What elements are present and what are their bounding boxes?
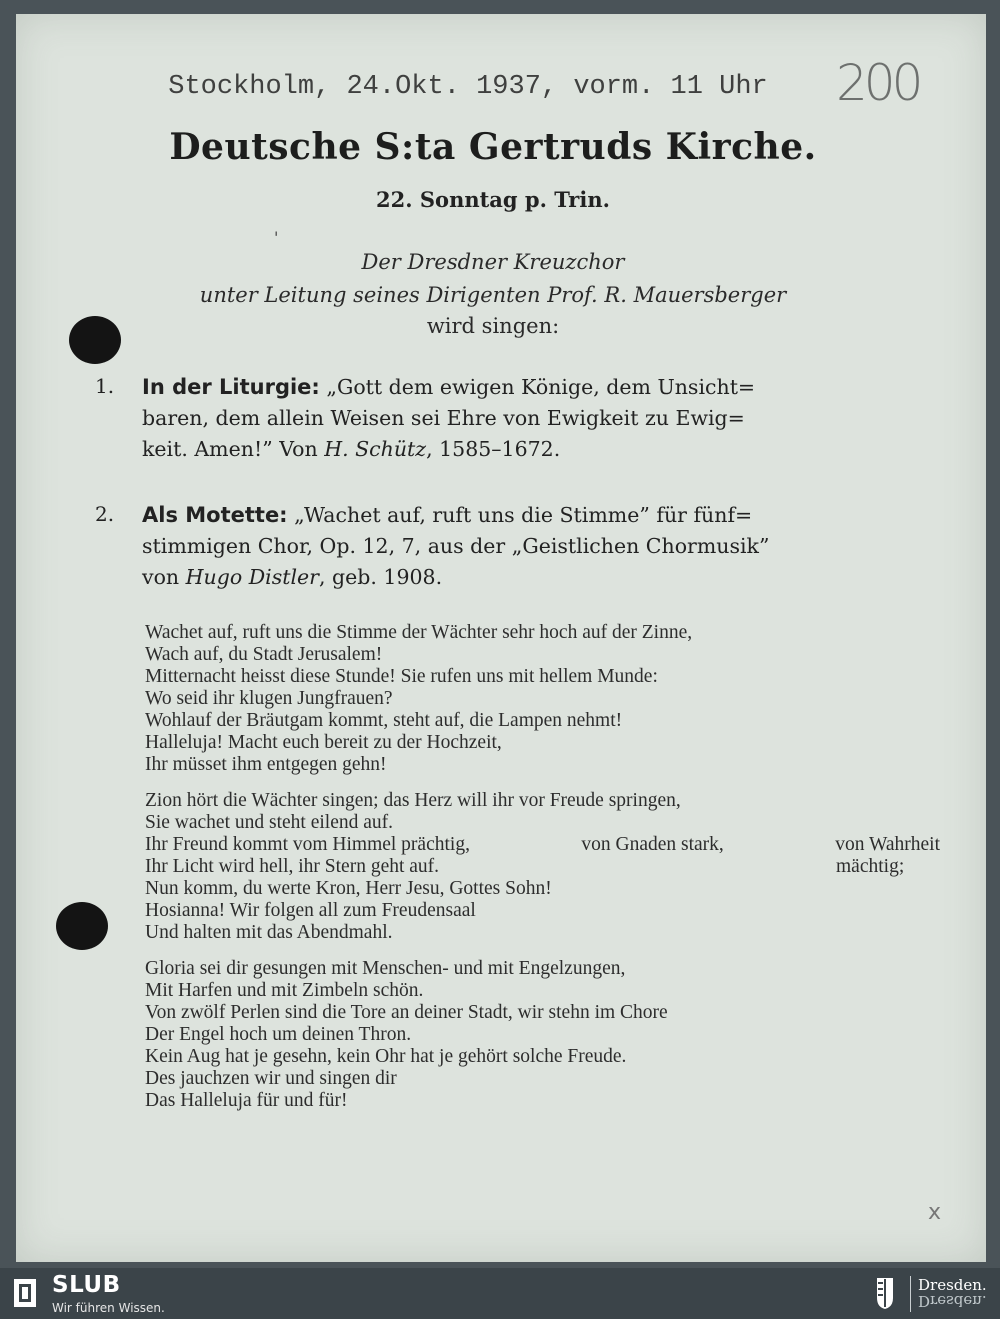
- program-item-liturgy: [142, 372, 942, 465]
- lyric-line: Wohlauf der Bräutgam kommt, steht auf, die Lampen nehmt!: [145, 710, 623, 731]
- stanza-2: [145, 790, 975, 944]
- dresden-wordmark[interactable]: Dresden.: [918, 1276, 987, 1294]
- item-heading: Als Motette:: [142, 503, 288, 527]
- composer: H. Schütz: [324, 437, 427, 461]
- handwritten-page-number: 200: [836, 54, 920, 112]
- lyric-line: Wach auf, du Stadt Jerusalem!: [145, 644, 383, 665]
- dateline: Stockholm, 24.Okt. 1937, vorm. 11 Uhr: [168, 72, 768, 102]
- lyric-fragment: Ihr Freund kommt vom Himmel prächtig,: [145, 834, 470, 855]
- lyric-line: Von zwölf Perlen sind die Tore an deiner Stadt, wir stehn im Chore: [145, 1002, 668, 1023]
- item-text: stimmigen Chor, Op. 12, 7, aus der „Geistlichen Chormusik”: [142, 534, 770, 558]
- footer-divider: [910, 1276, 911, 1312]
- slub-brand[interactable]: SLUB: [52, 1272, 121, 1298]
- lyric-line: Wo seid ihr klugen Jungfrauen?: [145, 688, 393, 709]
- lyric-fragment: von Gnaden stark,: [581, 834, 724, 855]
- item-number: 2.: [95, 502, 115, 526]
- stanza-3: [145, 958, 975, 1112]
- item-text: „Gott dem ewigen Könige, dem Unsicht=: [319, 375, 756, 399]
- lyric-line: Mit Harfen und mit Zimbeln schön.: [145, 980, 424, 1001]
- item-number: 1.: [95, 374, 115, 398]
- lyric-continuation: mächtig;: [836, 856, 905, 877]
- composer-dates: , geb. 1908.: [318, 565, 443, 589]
- composer: Hugo Distler: [185, 565, 319, 589]
- item-text: keit. Amen!” Von: [142, 437, 325, 461]
- lyric-line: Wachet auf, ruft uns die Stimme der Wächter sehr hoch auf der Zinne,: [145, 622, 693, 643]
- lyric-line: Des jauchzen wir und singen dir: [145, 1068, 397, 1089]
- lyric-line: Mitternacht heisst diese Stunde! Sie rufen uns mit hellem Munde:: [145, 666, 658, 687]
- punch-hole: [56, 902, 108, 950]
- lyric-line: Nun komm, du werte Kron, Herr Jesu, Gottes Sohn!: [145, 878, 552, 899]
- intro-line-3: wird singen:: [426, 314, 560, 338]
- lyric-line: Das Halleluja für und für!: [145, 1090, 348, 1111]
- footer-bar: [0, 1268, 1000, 1319]
- lyric-line: [145, 834, 940, 856]
- lyric-line: Halleluja! Macht euch bereit zu der Hochzeit,: [145, 732, 502, 753]
- intro-line-1: Der Dresdner Kreuzchor: [361, 250, 625, 274]
- lyric-fragment: von Wahrheit: [835, 834, 940, 855]
- dresden-crest-icon: [876, 1276, 894, 1310]
- lyric-line: Der Engel hoch um deinen Thron.: [145, 1024, 412, 1045]
- dresden-wordmark-mirror: Dresden.: [918, 1292, 987, 1310]
- item-text: „Wachet auf, ruft uns die Stimme” für fünf=: [287, 503, 753, 527]
- item-text: baren, dem allein Weisen sei Ehre von Ewigkeit zu Ewig=: [142, 406, 745, 430]
- lyric-line: Kein Aug hat je gesehn, kein Ohr hat je gehört solche Freude.: [145, 1046, 627, 1067]
- lyric-line: Sie wachet und steht eilend auf.: [145, 812, 394, 833]
- pencil-tick: ': [274, 228, 279, 247]
- lyric-line: Und halten mit das Abendmahl.: [145, 922, 393, 943]
- lyric-fragment: Ihr Licht wird hell, ihr Stern geht auf.: [145, 856, 440, 877]
- intro-line-2: unter Leitung seines Dirigenten Prof. R. Mauersberger: [199, 283, 787, 307]
- slub-logo-icon[interactable]: [12, 1276, 42, 1310]
- lyrics: [145, 622, 975, 1126]
- page-title: Deutsche S:ta Gertruds Kirche.: [169, 126, 817, 168]
- corner-mark: x: [928, 1200, 942, 1225]
- composer-dates: , 1585–1672.: [426, 437, 561, 461]
- lyric-line: Gloria sei dir gesungen mit Menschen- und mit Engelzungen,: [145, 958, 626, 979]
- item-heading: In der Liturgie:: [142, 375, 320, 399]
- lyric-line: [145, 856, 975, 878]
- stanza-1: [145, 622, 975, 776]
- program-item-motet: [142, 500, 942, 593]
- item-text: von: [142, 565, 186, 589]
- slub-tagline: Wir führen Wissen.: [52, 1301, 165, 1315]
- lyric-line: Ihr müsset ihm entgegen gehn!: [145, 754, 387, 775]
- subtitle: 22. Sonntag p. Trin.: [376, 187, 610, 212]
- lyric-line: Hosianna! Wir folgen all zum Freudensaal: [145, 900, 476, 921]
- lyric-line: Zion hört die Wächter singen; das Herz will ihr vor Freude springen,: [145, 790, 681, 811]
